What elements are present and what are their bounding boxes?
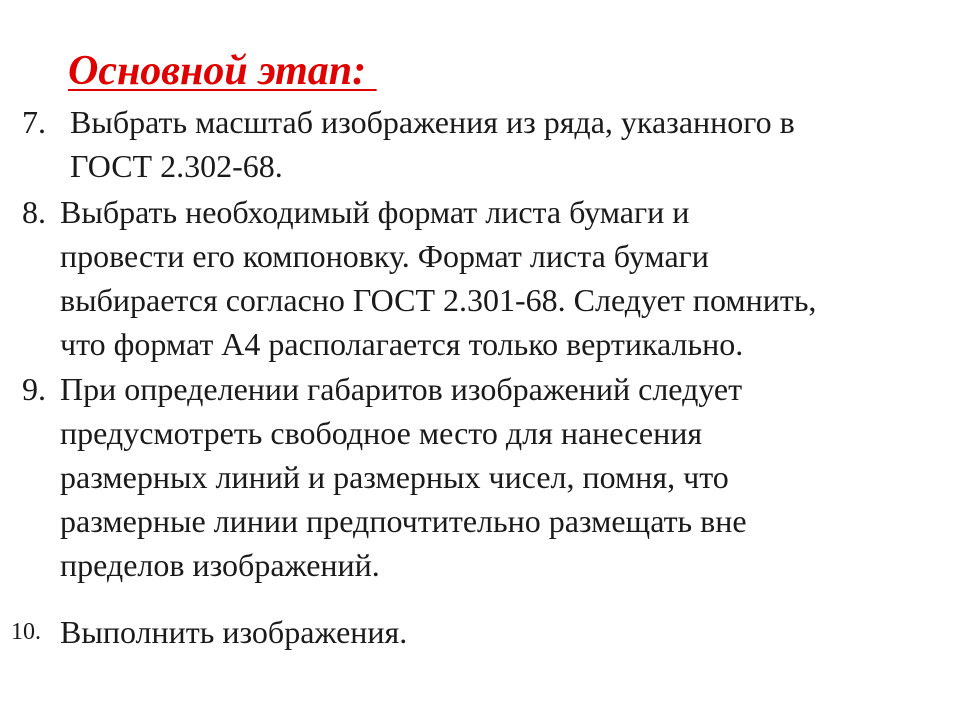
- list-item-line: провести его компоновку. Формат листа бумаги: [60, 238, 709, 274]
- list-item-7: [22, 100, 795, 188]
- list-item-line: Выбрать необходимый формат листа бумаги и: [60, 194, 690, 230]
- list-item-10: [11, 610, 408, 654]
- list-item-line: что формат А4 располагается только вертикально.: [60, 326, 744, 362]
- list-item-line: размерные линии предпочтительно размещать вне: [60, 503, 747, 539]
- list-item-9: [22, 367, 747, 587]
- list-item-line: Выбрать масштаб изображения из ряда, указанного в: [70, 104, 795, 140]
- list-item-8: [22, 190, 817, 366]
- list-item-number: 9.: [22, 371, 46, 407]
- list-item-line: При определении габаритов изображений следует: [60, 371, 743, 407]
- list-item-line: предусмотреть свободное место для нанесения: [60, 415, 703, 451]
- list-item-line: размерных линий и размерных чисел, помня, что: [60, 459, 729, 495]
- list-item-line: ГОСТ 2.302-68.: [70, 148, 283, 184]
- list-item-number: 10.: [11, 619, 41, 645]
- list-item-number: 7.: [22, 104, 46, 140]
- list-item-line: Выполнить изображения.: [60, 614, 408, 650]
- list-item-number: 8.: [22, 194, 46, 230]
- list-item-line: пределов изображений.: [60, 547, 380, 583]
- list-item-line: выбирается согласно ГОСТ 2.301-68. Следует помнить,: [60, 282, 817, 318]
- slide-title: Основной этап:: [68, 48, 377, 94]
